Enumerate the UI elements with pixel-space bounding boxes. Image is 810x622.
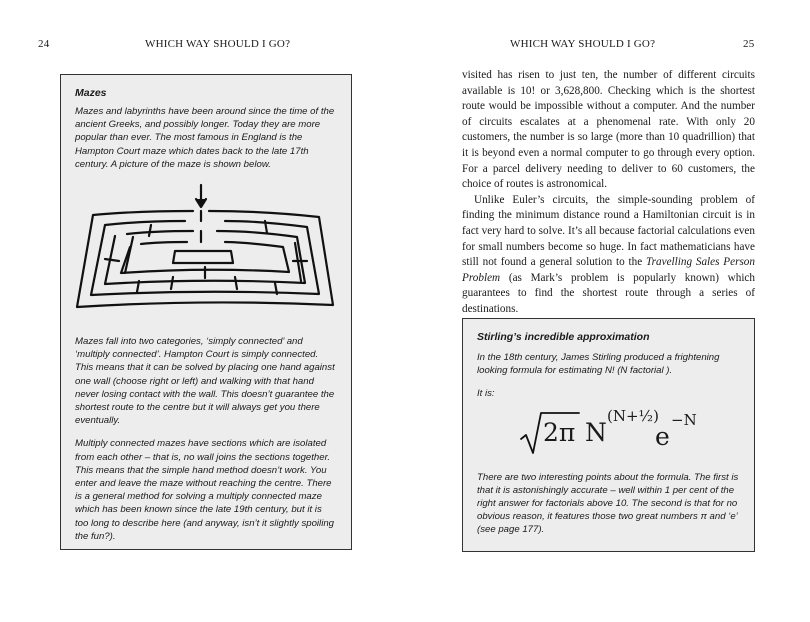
formula-e: e [655, 421, 670, 451]
right-page-body [462, 68, 755, 318]
mazes-box [60, 74, 352, 550]
body-paragraph-2 [462, 193, 755, 318]
formula-radicand: 2π [543, 417, 576, 447]
body-paragraph-1: visited has risen to just ten, the number of different circuits available is 10! or 3,628,800. Checking which is the shortest route would be impossible without a computer. And the number of circuits escalates at a phenomenal rate. With only 20 customers, the number is so large (more than 10 quadrillion) that it is beyond even a normal computer to go through every option. For a parcel delivery needing to deliver to 60 customers, the choice of routes is astronomical. [462, 69, 755, 191]
mazes-paragraph-1: Mazes and labyrinths have been around since the time of the ancient Greeks, and possibly longer. Today they are more popular than ever. The most famous in England is the Hampton Court maze which dates back to the late 17th century. A picture of the maze is shown below. [75, 106, 335, 170]
hampton-court-maze-illustration [75, 181, 337, 319]
right-running-head: WHICH WAY SHOULD I GO? [510, 38, 656, 50]
stirling-box-title: Stirling’s incredible approximation [477, 331, 650, 343]
body-paragraph-2-start: Unlike Euler’s circuits, the simple-sounding problem of finding the minimum distance round a Hamiltonian circuit is in fact very hard to solve. It’s all because factorial calculations even for small numbers become so huge. In fact mathematicians have still not found a general solution to the [462, 193, 755, 269]
formula-base: N [585, 417, 607, 447]
travelling-sales-person-term: Travelling Sales Person Problem [462, 256, 755, 284]
stirling-formula [477, 405, 742, 461]
stirling-closing: There are two interesting points about the formula. The first is that it is astonishingly accurate – well within 1 per cent of the right answer for factorials above 10. The second is that for no obvious reason, it features those two great numbers π and ‘e’ (see page 177). [477, 471, 739, 536]
formula-e-exponent: −N [671, 410, 697, 429]
left-page-number: 24 [38, 38, 50, 50]
stirling-it-is: It is: [477, 388, 495, 400]
mazes-box-title: Mazes [75, 87, 107, 99]
mazes-paragraph-2: Mazes fall into two categories, ‘simply connected’ and ‘multiply connected’. Hampton Court is simply connected. This means that it can be solved by placing one hand against one wall (choose right or left) and walking with that hand never losing contact with the wall. This doesn’t guarantee the shortest route to the centre but it will always get you there eventually. [75, 336, 335, 427]
left-running-head: WHICH WAY SHOULD I GO? [145, 38, 291, 50]
stirling-box [462, 318, 755, 552]
formula-exponent: (N+½) [607, 406, 659, 425]
body-paragraph-2-end: (as Mark’s problem is popularly known) which guarantees to find the shortest route through a series of destinations. [462, 271, 755, 315]
stirling-intro: In the 18th century, James Stirling produced a frightening looking formula for estimating N! (N factorial ). [477, 352, 720, 377]
right-page-number: 25 [743, 38, 755, 50]
mazes-paragraph-3: Multiply connected mazes have sections which are isolated from each other – that is, no wall joins the sections together. This means that the simple hand method doesn’t work. You enter and leave the maze without reaching the centre. There is a general method for solving a multiply connected maze which has been known since the late 19th century, but it is too long to describe here (and anyway, isn’t it slightly spoiling the fun?). [75, 438, 334, 542]
